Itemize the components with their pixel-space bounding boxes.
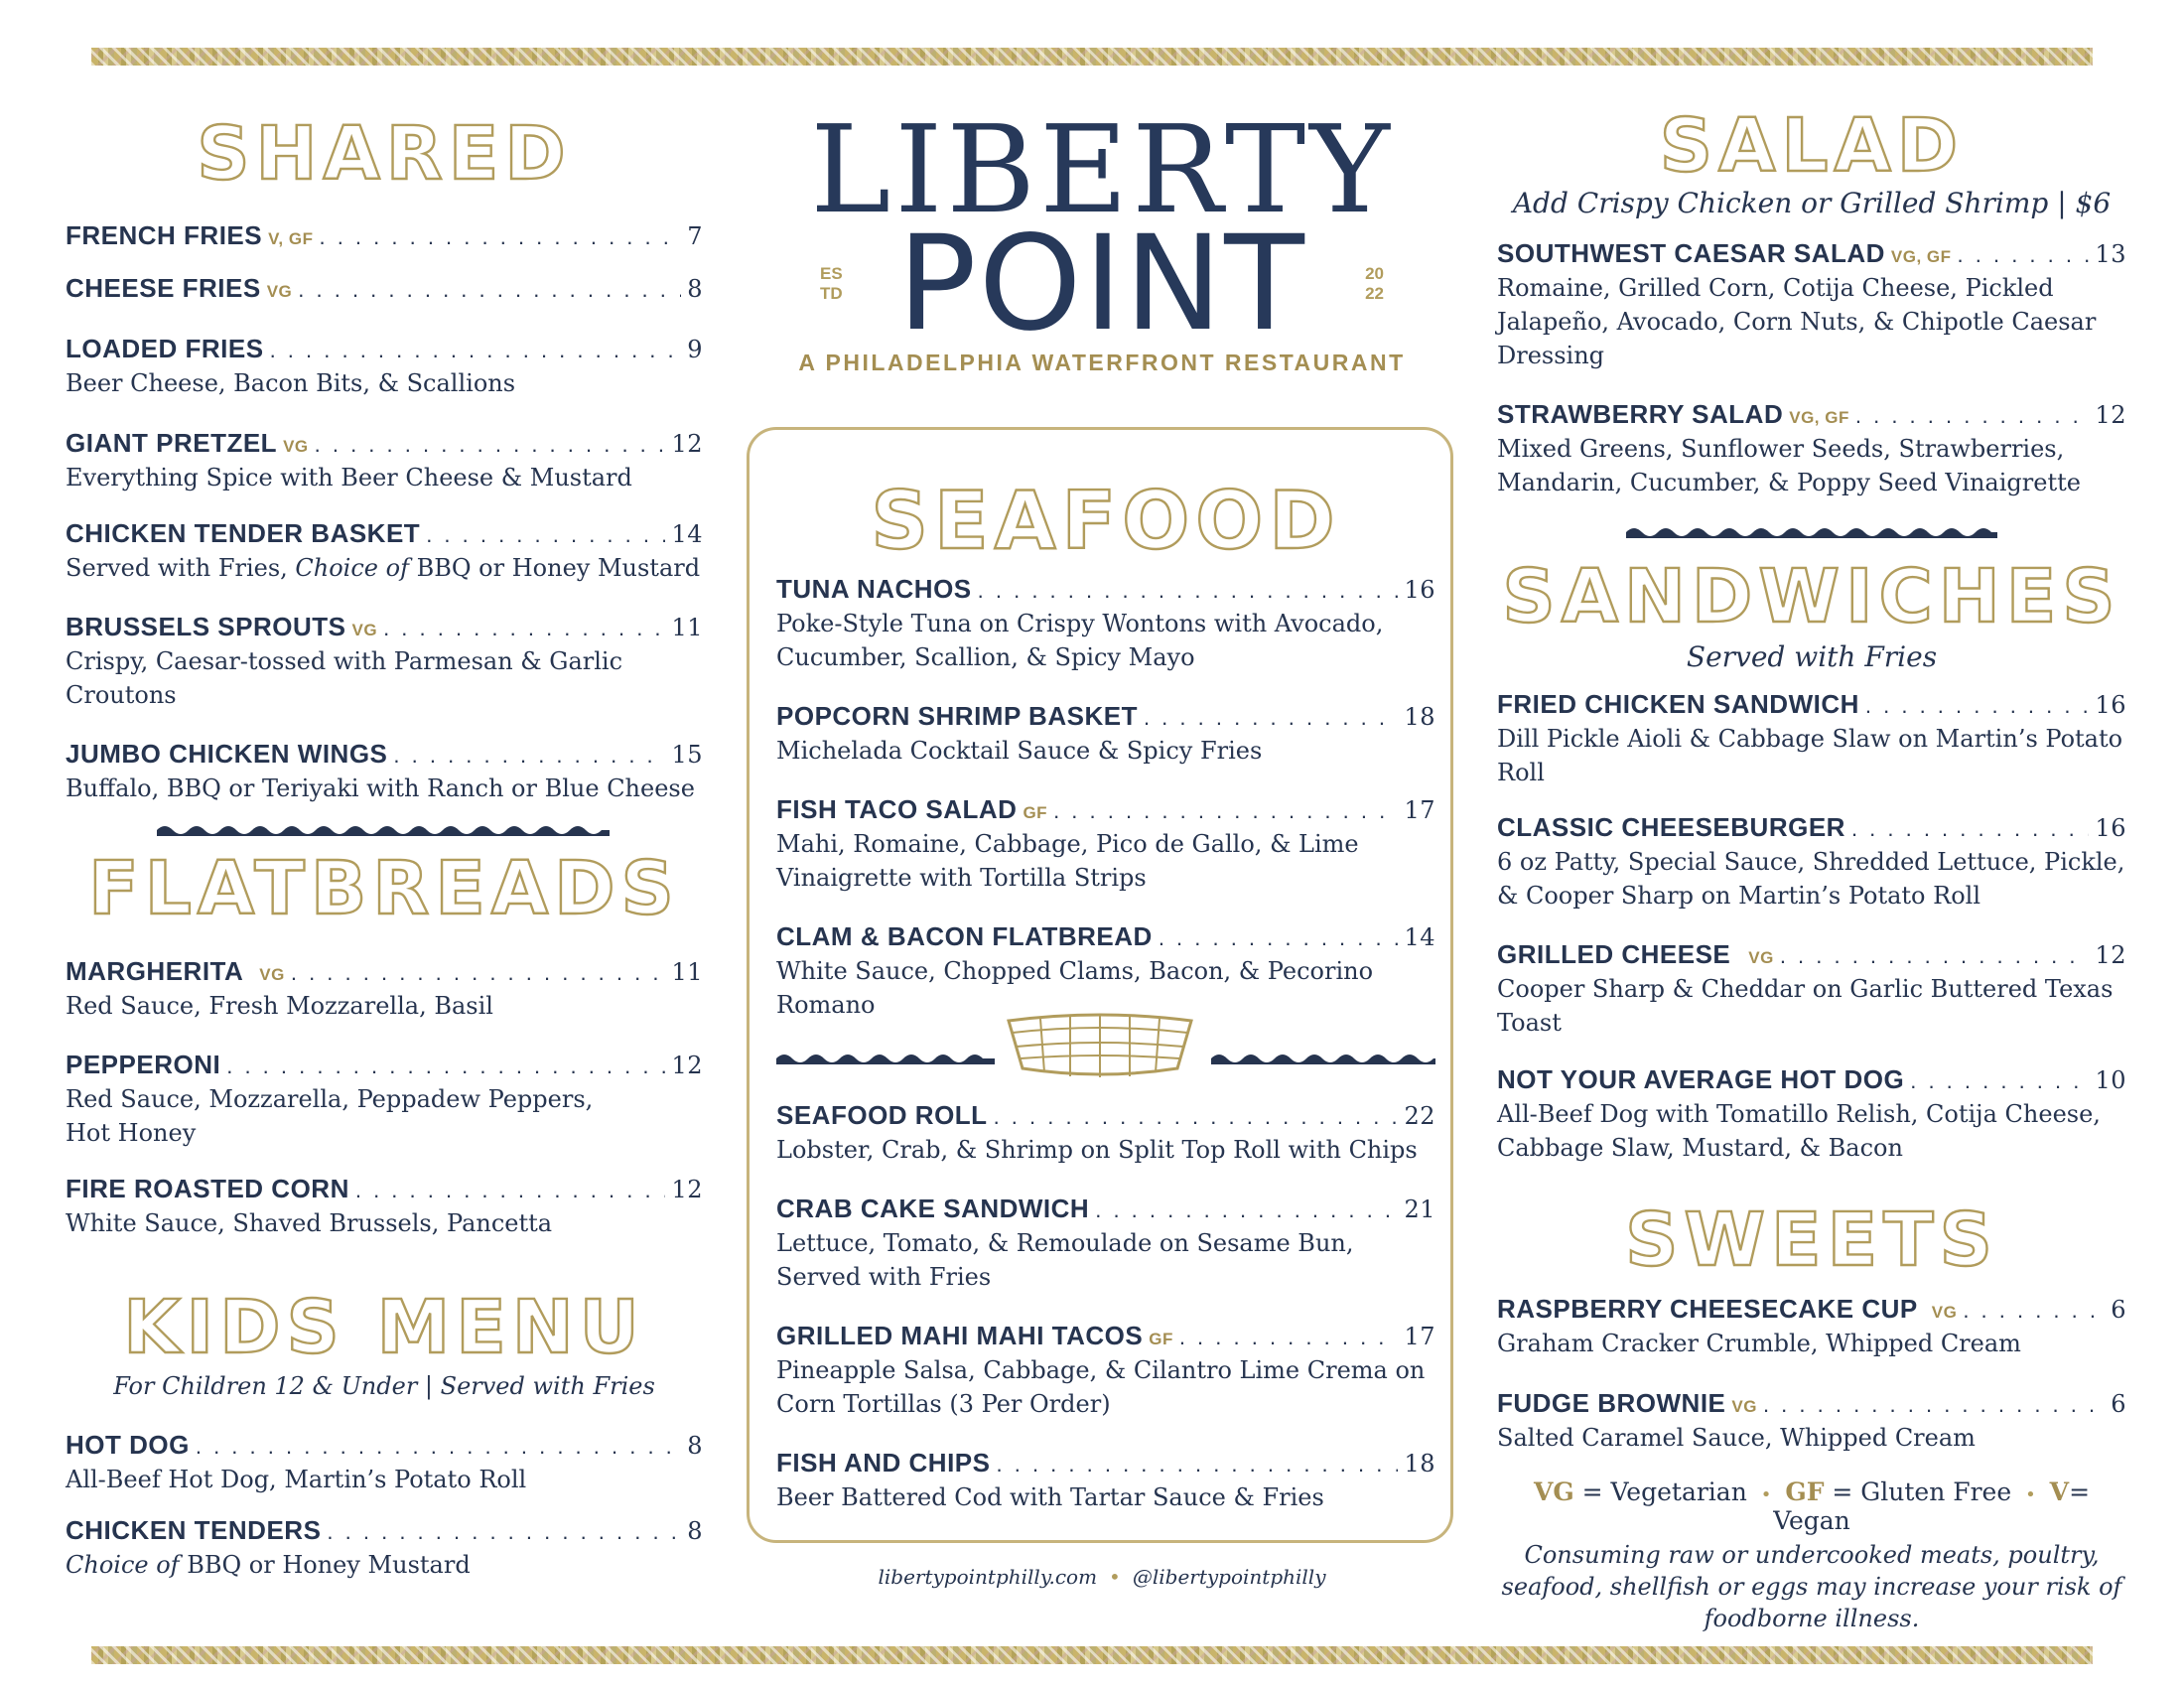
item-description: Poke-Style Tuna on Crispy Wontons with Avocado, Cucumber, Scallion, & Spicy Mayo [776, 610, 1384, 671]
item-description: White Sauce, Chopped Clams, Bacon, & Pecorino Romano [776, 957, 1374, 1019]
item-price: 11 [671, 958, 703, 986]
dot-leader [1851, 816, 2090, 842]
dot-leader [383, 616, 665, 641]
dot-leader [315, 432, 666, 458]
item-name: GIANT PRETZEL [66, 428, 278, 458]
item-price: 8 [687, 1517, 703, 1545]
diet-tag: V, GF [268, 229, 314, 248]
diet-tag: VG [283, 437, 309, 456]
item-name: CHICKEN TENDER BASKET [66, 518, 421, 548]
item-price: 14 [1404, 923, 1435, 951]
diet-tag: GF [1023, 803, 1048, 822]
item-price: 21 [1404, 1196, 1435, 1223]
menu-item [776, 1194, 1435, 1294]
salad-subtitle: Add Crispy Chicken or Grilled Shrimp | $6 [1512, 187, 2112, 219]
dot-leader [1144, 705, 1399, 731]
item-description: Red Sauce, Mozzarella, Peppadew Peppers, Hot Honey [66, 1085, 594, 1147]
dot-leader [1910, 1068, 2089, 1094]
kids-menu-heading: KIDS MENU [123, 1285, 645, 1370]
item-name: BRUSSELS SPROUTS [66, 612, 346, 641]
menu-item [66, 956, 703, 1023]
wave-divider [776, 1051, 995, 1064]
food-safety-notice: Consuming raw or undercooked meats, poultry, seafood, shellfish or eggs may increase your risk of foodborne illness. [1501, 1541, 2122, 1632]
menu-item [66, 428, 703, 494]
dot-leader [1780, 943, 2090, 969]
item-description: Crispy, Caesar-tossed with Parmesan & Garlic Croutons [66, 647, 623, 709]
menu-item [66, 273, 703, 304]
dot-leader [196, 1434, 681, 1460]
item-description: Buffalo, BBQ or Teriyaki with Ranch or Blue Cheese [66, 774, 695, 802]
item-name: JUMBO CHICKEN WINGS [66, 739, 388, 769]
item-price: 12 [671, 1052, 703, 1079]
item-description: Cooper Sharp & Cheddar on Garlic Buttered Texas Toast [1497, 975, 2114, 1037]
item-price: 7 [687, 222, 703, 250]
wave-divider [157, 822, 610, 836]
menu-item [66, 1174, 703, 1240]
item-price: 8 [687, 1432, 703, 1460]
item-price: 9 [687, 336, 703, 363]
kids-menu-subtitle: For Children 12 & Under | Served with Fries [113, 1372, 655, 1400]
item-description: Pineapple Salsa, Cabbage, & Cilantro Lime Crema on Corn Tortillas (3 Per Order) [776, 1356, 1426, 1418]
menu-item [776, 1448, 1435, 1514]
dot-leader [298, 277, 681, 303]
description-text: BBQ or Honey Mustard [408, 554, 701, 582]
legend-bullet: • [1760, 1484, 1772, 1505]
menu-item [1497, 939, 2126, 1040]
flatbreads-heading: FLATBREADS [88, 846, 680, 931]
item-price: 10 [2095, 1066, 2126, 1094]
dot-leader [1053, 798, 1398, 824]
item-description: Salted Caramel Sauce, Whipped Cream [1497, 1424, 1976, 1452]
dot-leader [1179, 1325, 1399, 1350]
seafood-heading: SEAFOOD [871, 475, 1341, 567]
menu-item [776, 1321, 1435, 1421]
menu-item [1497, 238, 2126, 372]
item-name: RASPBERRY CHEESECAKE CUP [1497, 1294, 1918, 1324]
description-italic: Choice of [66, 1551, 180, 1579]
item-description: Mahi, Romaine, Cabbage, Pico de Gallo, & Lime Vinaigrette with Tortilla Strips [776, 830, 1359, 892]
established-label: ES TD [820, 264, 843, 303]
salad-heading: SALAD [1659, 103, 1965, 189]
item-name: CHICKEN TENDERS [66, 1515, 322, 1545]
item-description [66, 1548, 703, 1582]
dot-leader [1855, 403, 2090, 429]
dot-leader [978, 578, 1399, 604]
item-price: 12 [2095, 941, 2126, 969]
item-name: POPCORN SHRIMP BASKET [776, 701, 1138, 731]
diet-tag: VG [1731, 1397, 1757, 1416]
dot-leader [393, 743, 665, 769]
dot-leader [319, 224, 681, 250]
dot-leader [1963, 1298, 2105, 1324]
footer-links [754, 1565, 1449, 1589]
item-name: FISH AND CHIPS [776, 1448, 991, 1477]
item-price: 16 [2095, 691, 2126, 719]
menu-item [1497, 689, 2126, 789]
item-name: CRAB CAKE SANDWICH [776, 1194, 1090, 1223]
item-name: FUDGE BROWNIE [1497, 1388, 1726, 1418]
shared-heading: SHARED [197, 111, 572, 197]
item-description [66, 551, 703, 585]
dot-leader [327, 1519, 681, 1545]
item-name: STRAWBERRY SALAD [1497, 399, 1784, 429]
item-description: Michelada Cocktail Sauce & Spicy Fries [776, 737, 1263, 765]
menu-item [66, 220, 703, 251]
website-link[interactable]: libertypointphilly.com [878, 1565, 1098, 1589]
dot-leader [226, 1054, 665, 1079]
item-price: 6 [2111, 1296, 2126, 1324]
item-description: Graham Cracker Crumble, Whipped Cream [1497, 1330, 2021, 1357]
separator-dot: • [1109, 1565, 1121, 1589]
item-name: FIRE ROASTED CORN [66, 1174, 349, 1203]
legend-vg-abbr: VG [1533, 1477, 1574, 1506]
diet-tag: VG, GF [1789, 408, 1849, 427]
item-price: 15 [671, 741, 703, 769]
menu-item [1497, 399, 2126, 499]
item-price: 6 [2111, 1390, 2126, 1418]
menu-item [776, 701, 1435, 768]
menu-item [1497, 812, 2126, 913]
item-price: 17 [1404, 1323, 1435, 1350]
item-price: 12 [671, 430, 703, 458]
brand-name-point: POINT [897, 208, 1306, 360]
item-description: Everything Spice with Beer Cheese & Mustard [66, 464, 632, 492]
item-price: 11 [671, 614, 703, 641]
item-description: Mixed Greens, Sunflower Seeds, Strawberries, Mandarin, Cucumber, & Poppy Seed Vinaigrette [1497, 435, 2081, 496]
wave-divider [1211, 1051, 1435, 1064]
sweets-heading: SWEETS [1625, 1197, 1998, 1283]
dot-leader [270, 338, 682, 363]
menu-item [776, 1100, 1435, 1167]
established-year: 20 22 [1365, 264, 1384, 303]
item-name: FRIED CHICKEN SANDWICH [1497, 689, 1859, 719]
item-name: GRILLED CHEESE [1497, 939, 1731, 969]
item-name: FRENCH FRIES [66, 220, 263, 250]
menu-item [66, 612, 703, 712]
menu-item [776, 574, 1435, 674]
legend-vg-text: = Vegetarian [1573, 1477, 1747, 1506]
dot-leader [1865, 693, 2090, 719]
item-price: 22 [1404, 1102, 1435, 1130]
description-italic: Choice of [295, 554, 409, 582]
item-name: NOT YOUR AVERAGE HOT DOG [1497, 1064, 1905, 1094]
dot-leader [997, 1452, 1399, 1477]
item-description: Beer Battered Cod with Tartar Sauce & Fries [776, 1483, 1324, 1511]
item-description: Beer Cheese, Bacon Bits, & Scallions [66, 369, 516, 397]
item-price: 16 [2095, 814, 2126, 842]
menu-item [1497, 1294, 2126, 1360]
wave-divider [1626, 524, 1997, 538]
item-price: 18 [1404, 1450, 1435, 1477]
item-name: FISH TACO SALAD [776, 794, 1018, 824]
item-price: 12 [2095, 401, 2126, 429]
dot-leader [355, 1178, 666, 1203]
description-text: Served with Fries, [66, 554, 296, 582]
item-name: SOUTHWEST CAESAR SALAD [1497, 238, 1885, 268]
sandwiches-subtitle: Served with Fries [1686, 640, 1938, 673]
item-description: All-Beef Dog with Tomatillo Relish, Cotija Cheese, Cabbage Slaw, Mustard, & Bacon [1497, 1100, 2101, 1162]
menu-item [1497, 1388, 2126, 1455]
item-name: MARGHERITA [66, 956, 244, 986]
legend-gf-abbr: GF [1785, 1477, 1825, 1506]
menu-item [776, 921, 1435, 1022]
diet-tag: VG [266, 282, 293, 301]
diet-tag: VG [351, 621, 378, 639]
brand-name-liberty: LIBERTY [810, 99, 1394, 240]
menu-item [66, 1515, 703, 1582]
menu-item [1497, 1064, 2126, 1165]
item-description: Lobster, Crab, & Shrimp on Split Top Roll with Chips [776, 1136, 1418, 1164]
legend-v-text: = Vegan [1773, 1477, 2091, 1535]
top-decorative-border [91, 48, 2093, 66]
item-price: 14 [671, 520, 703, 548]
item-name: CLASSIC CHEESEBURGER [1497, 812, 1845, 842]
item-description: White Sauce, Shaved Brussels, Pancetta [66, 1209, 553, 1237]
item-description: Red Sauce, Fresh Mozzarella, Basil [66, 992, 493, 1020]
legend-v-abbr: V [2049, 1477, 2070, 1506]
legend-bullet: • [2025, 1484, 2036, 1505]
dot-leader [426, 522, 665, 548]
boat-icon [1001, 1011, 1199, 1080]
menu-item [66, 1430, 703, 1496]
menu-item [66, 334, 703, 400]
item-description: Dill Pickle Aioli & Cabbage Slaw on Martin’s Potato Roll [1497, 725, 2123, 786]
menu-item [66, 739, 703, 805]
description-text: BBQ or Honey Mustard [179, 1551, 471, 1579]
dot-leader [1763, 1392, 2105, 1418]
diet-tag: GF [1149, 1330, 1173, 1348]
diet-tag: VG, GF [1890, 247, 1952, 266]
item-name: SEAFOOD ROLL [776, 1100, 988, 1130]
legend-gf-text: = Gluten Free [1824, 1477, 2012, 1506]
social-handle-link[interactable]: @libertypointphilly [1132, 1565, 1326, 1589]
menu-item [66, 1050, 703, 1150]
item-description: Romaine, Grilled Corn, Cotija Cheese, Pickled Jalapeño, Avocado, Corn Nuts, & Chipotle Caesar Dressing [1497, 274, 2097, 369]
item-price: 12 [671, 1176, 703, 1203]
dot-leader [1095, 1197, 1398, 1223]
item-name: TUNA NACHOS [776, 574, 972, 604]
diet-tag: VG [259, 965, 285, 984]
item-description: 6 oz Patty, Special Sauce, Shredded Lettuce, Pickle, & Cooper Sharp on Martin’s Potato Roll [1497, 848, 2125, 910]
menu-item [776, 794, 1435, 895]
item-name: LOADED FRIES [66, 334, 264, 363]
dot-leader [1958, 242, 2090, 268]
item-price: 18 [1404, 703, 1435, 731]
diet-tag: VG [1931, 1303, 1958, 1322]
menu-item [66, 518, 703, 585]
dot-leader [291, 960, 666, 986]
item-price: 8 [687, 275, 703, 303]
brand-tagline: A PHILADELPHIA WATERFRONT RESTAURANT [798, 350, 1406, 375]
item-price: 13 [2095, 240, 2126, 268]
dietary-legend [1497, 1477, 2126, 1535]
sandwiches-heading: SANDWICHES [1502, 554, 2121, 639]
bottom-decorative-border [91, 1646, 2093, 1664]
dot-leader [994, 1104, 1399, 1130]
item-name: PEPPERONI [66, 1050, 221, 1079]
item-name: GRILLED MAHI MAHI TACOS [776, 1321, 1144, 1350]
diet-tag: VG [1748, 948, 1774, 967]
item-price: 17 [1404, 796, 1435, 824]
item-price: 16 [1404, 576, 1435, 604]
item-description: All-Beef Hot Dog, Martin’s Potato Roll [66, 1466, 527, 1493]
item-name: CLAM & BACON FLATBREAD [776, 921, 1153, 951]
item-name: HOT DOG [66, 1430, 190, 1460]
item-description: Lettuce, Tomato, & Remoulade on Sesame Bun, Served with Fries [776, 1229, 1354, 1291]
item-name: CHEESE FRIES [66, 273, 261, 303]
dot-leader [1159, 925, 1399, 951]
